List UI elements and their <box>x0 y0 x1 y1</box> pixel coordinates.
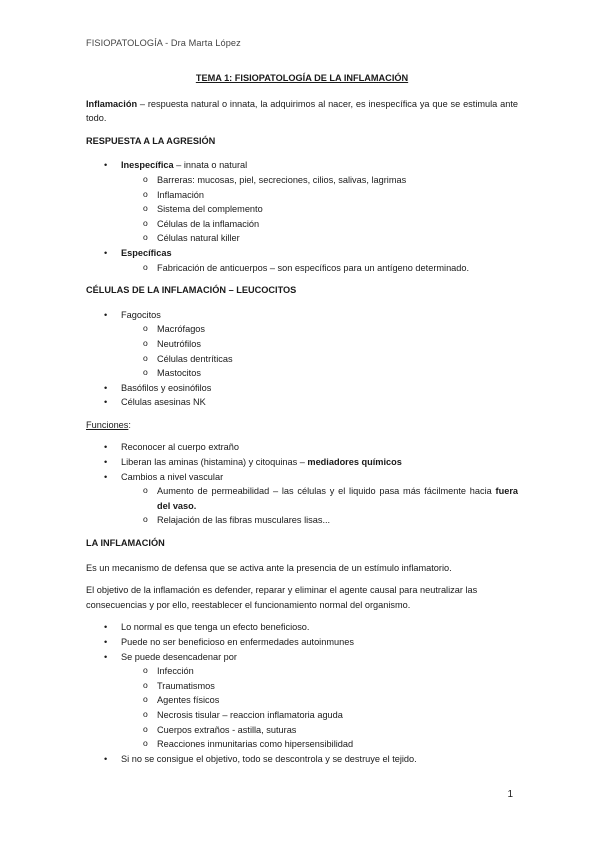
vascular-sublist <box>121 484 518 528</box>
sublist-item: o Necrosis tisular – reaccion inflamatoria aguda <box>86 708 518 723</box>
inflamacion-paragraph-1: Es un mecanismo de defensa que se activa ante la presencia de un estímulo inflamatorio. <box>86 562 452 573</box>
sublist-item: o Agentes físicos <box>86 693 518 708</box>
sublist-item: o Cuerpos extraños - astilla, suturas <box>86 723 518 738</box>
sublist-item: o Barreras: mucosas, piel, secreciones, cilios, salivas, lagrimas <box>86 173 518 188</box>
sublist-item: o Macrófagos <box>86 322 518 337</box>
inespecifica-text: – innata o natural <box>173 160 248 171</box>
intro-paragraph <box>86 97 518 126</box>
especificas-label: Específicas <box>121 247 172 258</box>
inespecifica-sublist <box>121 173 518 246</box>
sublist-item: o Células dentríticas <box>86 352 518 367</box>
list-item: • Lo normal es que tenga un efecto beneficioso. <box>86 620 518 635</box>
section-heading-inflamacion: LA INFLAMACIÓN <box>86 538 165 549</box>
funciones-colon: : <box>128 419 131 430</box>
sublist-item: o Reacciones inmunitarias como hipersensibilidad <box>86 737 518 752</box>
sublist-item: o Infección <box>86 664 518 679</box>
funciones-heading <box>86 418 518 433</box>
intro-term: Inflamación <box>86 98 138 109</box>
sublist-item: o Relajación de las fibras musculares lisas... <box>86 513 518 528</box>
celulas-list <box>86 308 518 410</box>
list-item: • Puede no ser beneficioso en enfermedades autoinmunes <box>86 635 518 650</box>
inespecifica-label: Inespecífica <box>121 160 174 171</box>
sublist-item: o Células natural killer <box>86 231 518 246</box>
especificas-sublist <box>121 261 518 276</box>
sublist-item: o Fabricación de anticuerpos – son específicos para un antígeno determinado. <box>86 261 518 276</box>
list-item-nk: • Células asesinas NK <box>86 395 518 410</box>
funciones-heading-text: Funciones <box>86 419 129 430</box>
list-item <box>86 455 518 470</box>
fagocitos-label: Fagocitos <box>121 309 161 320</box>
item-text: Cambios a nivel vascular <box>121 471 224 482</box>
inflamacion-paragraph-2: El objetivo de la inflamación es defender, reparar y eliminar el agente causal para neutralizar las consecuencias y por ello, reestablecer el funcionamiento normal del organismo. <box>86 585 478 610</box>
sublist-item: o Mastocitos <box>86 366 518 381</box>
sublist-item: o Sistema del complemento <box>86 202 518 217</box>
list-item <box>86 470 518 528</box>
item-text: Liberan las aminas (histamina) y citoquinas – <box>121 457 308 468</box>
fagocitos-sublist <box>121 322 518 380</box>
sub-bold-text: fuera del vaso. <box>157 486 518 511</box>
list-item-inespecifica <box>86 158 518 246</box>
sub-text: Aumento de permeabilidad – las células y el liquido pasa más fácilmente hacia <box>157 486 496 497</box>
sublist-item: o Células de la inflamación <box>86 217 518 232</box>
list-item: • Reconocer al cuerpo extraño <box>86 440 518 455</box>
document-title: TEMA 1: FISIOPATOLOGÍA DE LA INFLAMACIÓN <box>195 73 409 83</box>
sublist-item: o Neutrófilos <box>86 337 518 352</box>
sublist-item: o Inflamación <box>86 188 518 203</box>
item-text: Se puede desencadenar por <box>121 651 237 662</box>
list-item <box>86 650 518 752</box>
sublist-item <box>86 484 518 513</box>
causes-sublist <box>121 664 518 752</box>
page-header: FISIOPATOLOGÍA - Dra Marta López <box>86 38 241 48</box>
list-item-basofilos: • Basófilos y eosinófilos <box>86 381 518 396</box>
list-item: • Si no se consigue el objetivo, todo se descontrola y se destruye el tejido. <box>86 752 518 767</box>
list-item-especificas <box>86 246 518 275</box>
page-number: 1 <box>507 789 513 800</box>
intro-text: – respuesta natural o innata, la adquirimos al nacer, es inespecífica ya que se estimula ante todo. <box>86 98 518 124</box>
inflamacion-list <box>86 620 518 766</box>
section-heading-celulas: CÉLULAS DE LA INFLAMACIÓN – LEUCOCITOS <box>86 285 297 296</box>
sublist-item: o Traumatismos <box>86 679 518 694</box>
section-heading-respuesta: RESPUESTA A LA AGRESIÓN <box>86 135 216 146</box>
item-bold-text: mediadores químicos <box>307 457 402 468</box>
funciones-list <box>86 440 518 528</box>
document-body <box>86 71 518 766</box>
list-item-fagocitos <box>86 308 518 381</box>
respuesta-list <box>86 158 518 275</box>
